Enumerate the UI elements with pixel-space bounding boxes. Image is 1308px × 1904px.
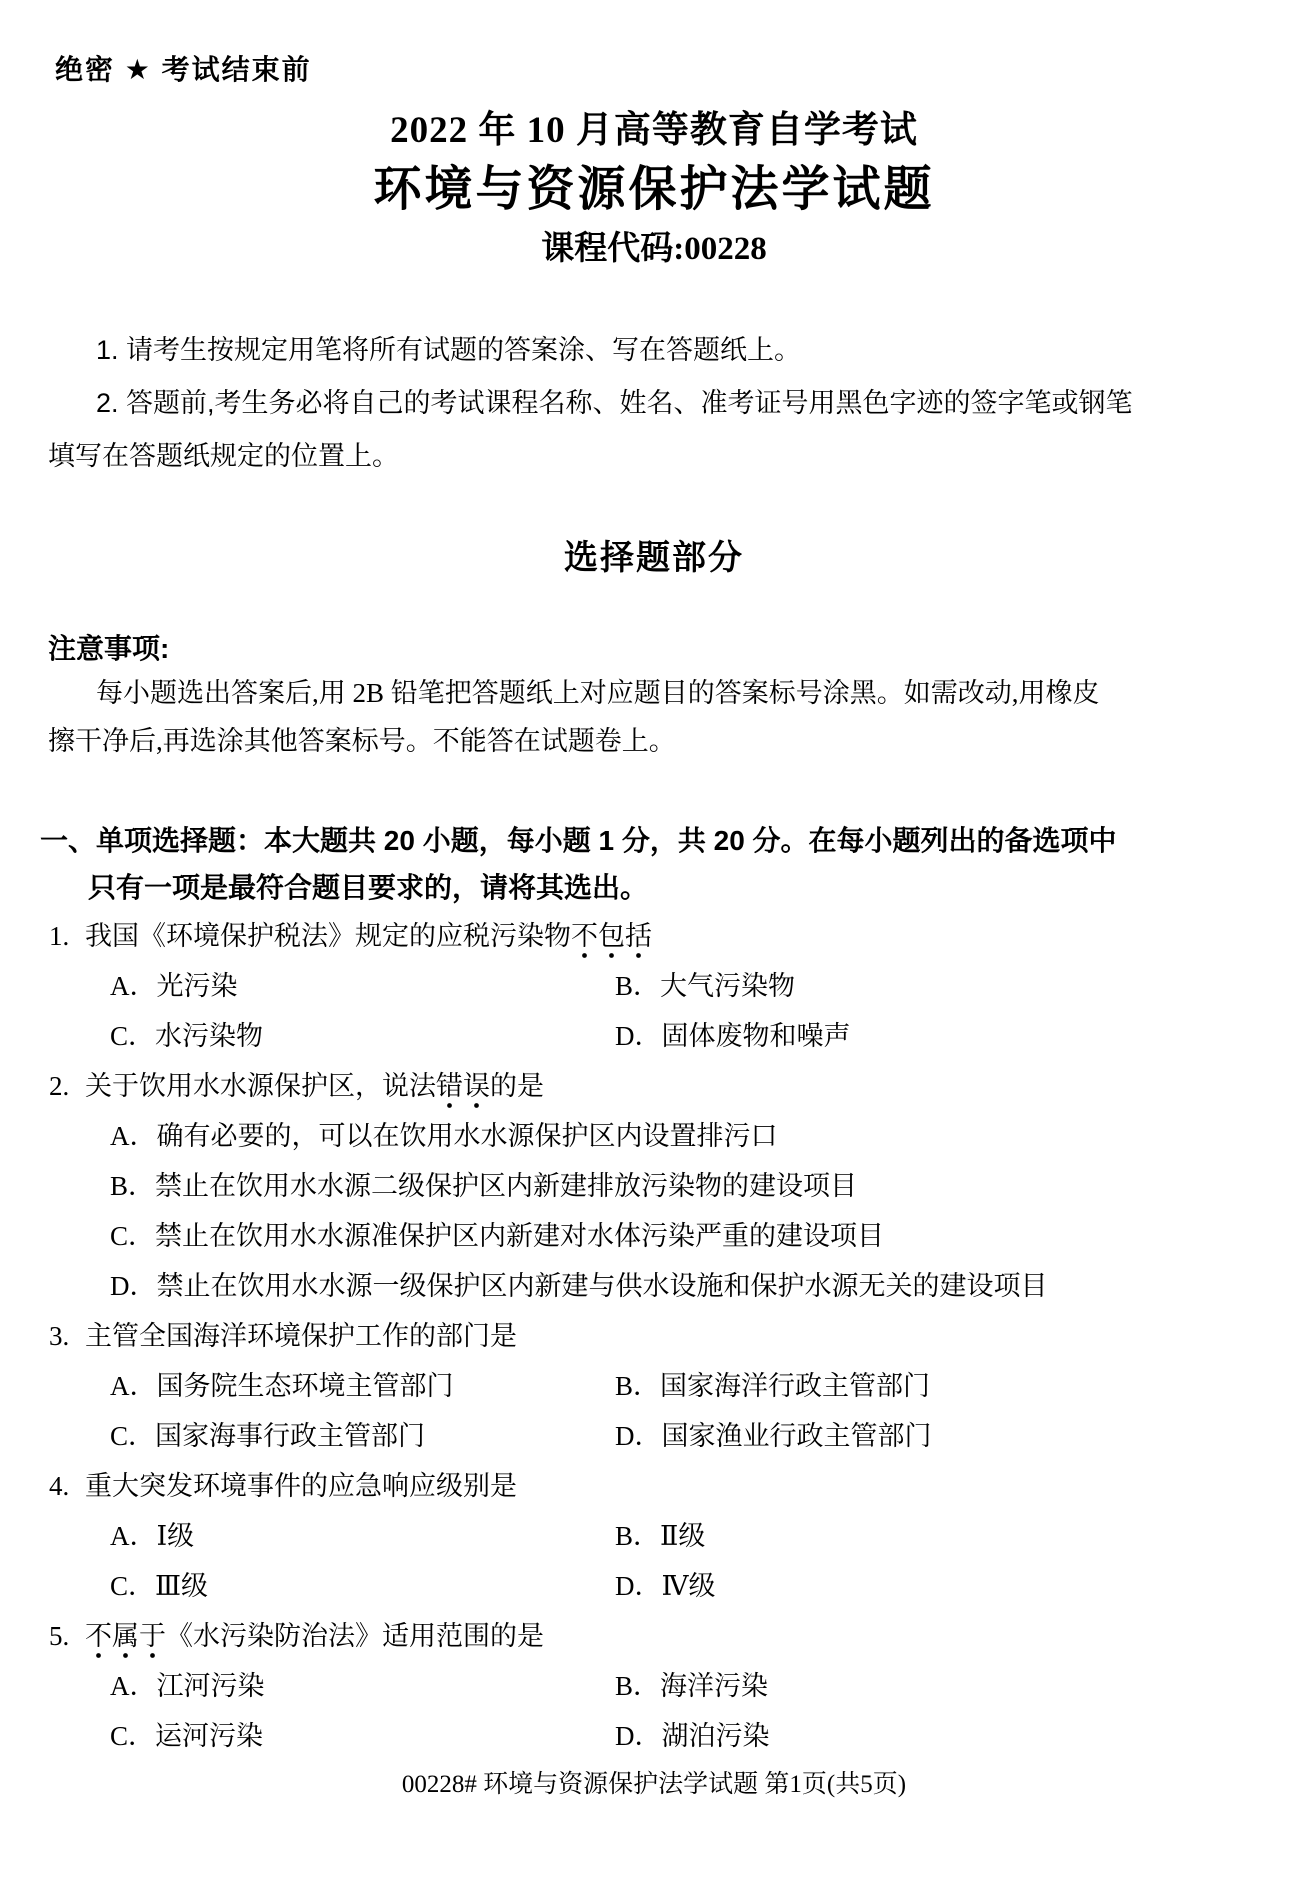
options xyxy=(49,1661,1228,1761)
question-stem xyxy=(49,1461,1228,1511)
question-number: 2. xyxy=(49,1071,70,1101)
option-item: D．固体废物和噪声 xyxy=(615,1021,851,1051)
option-item: B．大气污染物 xyxy=(615,971,796,1001)
question-block xyxy=(49,1611,1228,1761)
option-item: A．国务院生态环境主管部门 xyxy=(110,1371,454,1401)
security-marking: 绝密 ★ 考试结束前 xyxy=(55,54,312,85)
general-notices xyxy=(48,324,1168,483)
question-block xyxy=(49,1311,1228,1461)
course-code: 课程代码:00228 xyxy=(541,231,767,267)
options xyxy=(49,1111,1228,1311)
option-item: A．光污染 xyxy=(110,971,238,1001)
options xyxy=(49,1511,1228,1611)
notice-item: 1. 请考生按规定用笔将所有试题的答案涂、写在答题纸上。 xyxy=(96,335,802,365)
option-item: C．Ⅲ级 xyxy=(110,1571,209,1601)
question-text-emphasized: 不包括 xyxy=(571,921,652,959)
option-item: D．湖泊污染 xyxy=(615,1721,770,1751)
question-block xyxy=(49,1461,1228,1611)
question-number: 3. xyxy=(49,1321,70,1351)
question-number: 4. xyxy=(49,1471,70,1501)
attention-section xyxy=(48,629,1168,765)
option-item: B．禁止在饮用水水源二级保护区内新建排放污染物的建设项目 xyxy=(110,1171,858,1201)
option-item: A．Ⅰ级 xyxy=(110,1521,195,1551)
question-text-post: 《水污染防治法》适用范围的是 xyxy=(166,1621,544,1651)
options xyxy=(49,961,1228,1061)
option-item: D．禁止在饮用水水源一级保护区内新建与供水设施和保护水源无关的建设项目 xyxy=(110,1271,1048,1301)
option-item: A．确有必要的，可以在饮用水水源保护区内设置排污口 xyxy=(110,1121,778,1151)
question-text-post: 的是 xyxy=(490,1071,544,1101)
question-text-pre: 重大突发环境事件的应急响应级别是 xyxy=(85,1471,517,1501)
attention-label: 注意事项: xyxy=(48,633,170,664)
attention-line: 每小题选出答案后,用 2B 铅笔把答题纸上对应题目的答案标号涂黑。如需改动,用橡皮 xyxy=(96,678,1100,708)
question-text-emphasized: 不属于 xyxy=(85,1621,166,1659)
option-item: C．水污染物 xyxy=(110,1021,264,1051)
attention-line: 擦干净后,再选涂其他答案标号。不能答在试题卷上。 xyxy=(48,726,676,756)
question-stem xyxy=(49,1611,1228,1661)
section-one-heading xyxy=(40,817,1228,911)
question-number: 1. xyxy=(49,921,70,951)
option-item: C．国家海事行政主管部门 xyxy=(110,1421,426,1451)
question-block xyxy=(49,1061,1228,1311)
option-item: C．运河污染 xyxy=(110,1721,264,1751)
question-text-pre: 主管全国海洋环境保护工作的部门是 xyxy=(85,1321,517,1351)
option-item: B．国家海洋行政主管部门 xyxy=(615,1371,931,1401)
part-heading: 选择题部分 xyxy=(564,539,744,577)
question-block xyxy=(49,911,1228,1061)
option-item: B．海洋污染 xyxy=(615,1671,769,1701)
section-heading-line: 一、单项选择题：本大题共 20 小题，每小题 1 分，共 20 分。在每小题列出的备选项中 xyxy=(40,825,1117,856)
exam-title: 环境与资源保护法学试题 xyxy=(373,163,935,216)
notice-line: 2. 答题前,考生务必将自己的考试课程名称、姓名、准考证号用黑色字迹的签字笔或钢笔 xyxy=(96,388,1133,418)
question-text-pre: 我国《环境保护税法》规定的应税污染物 xyxy=(85,921,571,951)
option-item: A．江河污染 xyxy=(110,1671,265,1701)
option-item: B．Ⅱ级 xyxy=(615,1521,706,1551)
question-number: 5. xyxy=(49,1621,70,1651)
option-item: D．Ⅳ级 xyxy=(615,1571,716,1601)
option-item: D．国家渔业行政主管部门 xyxy=(615,1421,932,1451)
options xyxy=(49,1361,1228,1461)
exam-session-title: 2022 年 10 月高等教育自学考试 xyxy=(390,110,918,151)
question-stem xyxy=(49,1061,1228,1111)
page-footer: 00228# 环境与资源保护法学试题 第1页(共5页) xyxy=(401,1771,907,1798)
option-item: C．禁止在饮用水水源准保护区内新建对水体污染严重的建设项目 xyxy=(110,1221,885,1251)
notice-line: 填写在答题纸规定的位置上。 xyxy=(48,441,399,471)
section-heading-line: 只有一项是最符合题目要求的，请将其选出。 xyxy=(88,872,649,903)
question-list xyxy=(49,911,1228,1761)
question-stem xyxy=(49,911,1228,961)
question-text-emphasized: 错误 xyxy=(436,1071,490,1109)
notice-item xyxy=(48,377,1168,483)
question-text-pre: 关于饮用水水源保护区，说法 xyxy=(85,1071,436,1101)
question-stem xyxy=(49,1311,1228,1361)
